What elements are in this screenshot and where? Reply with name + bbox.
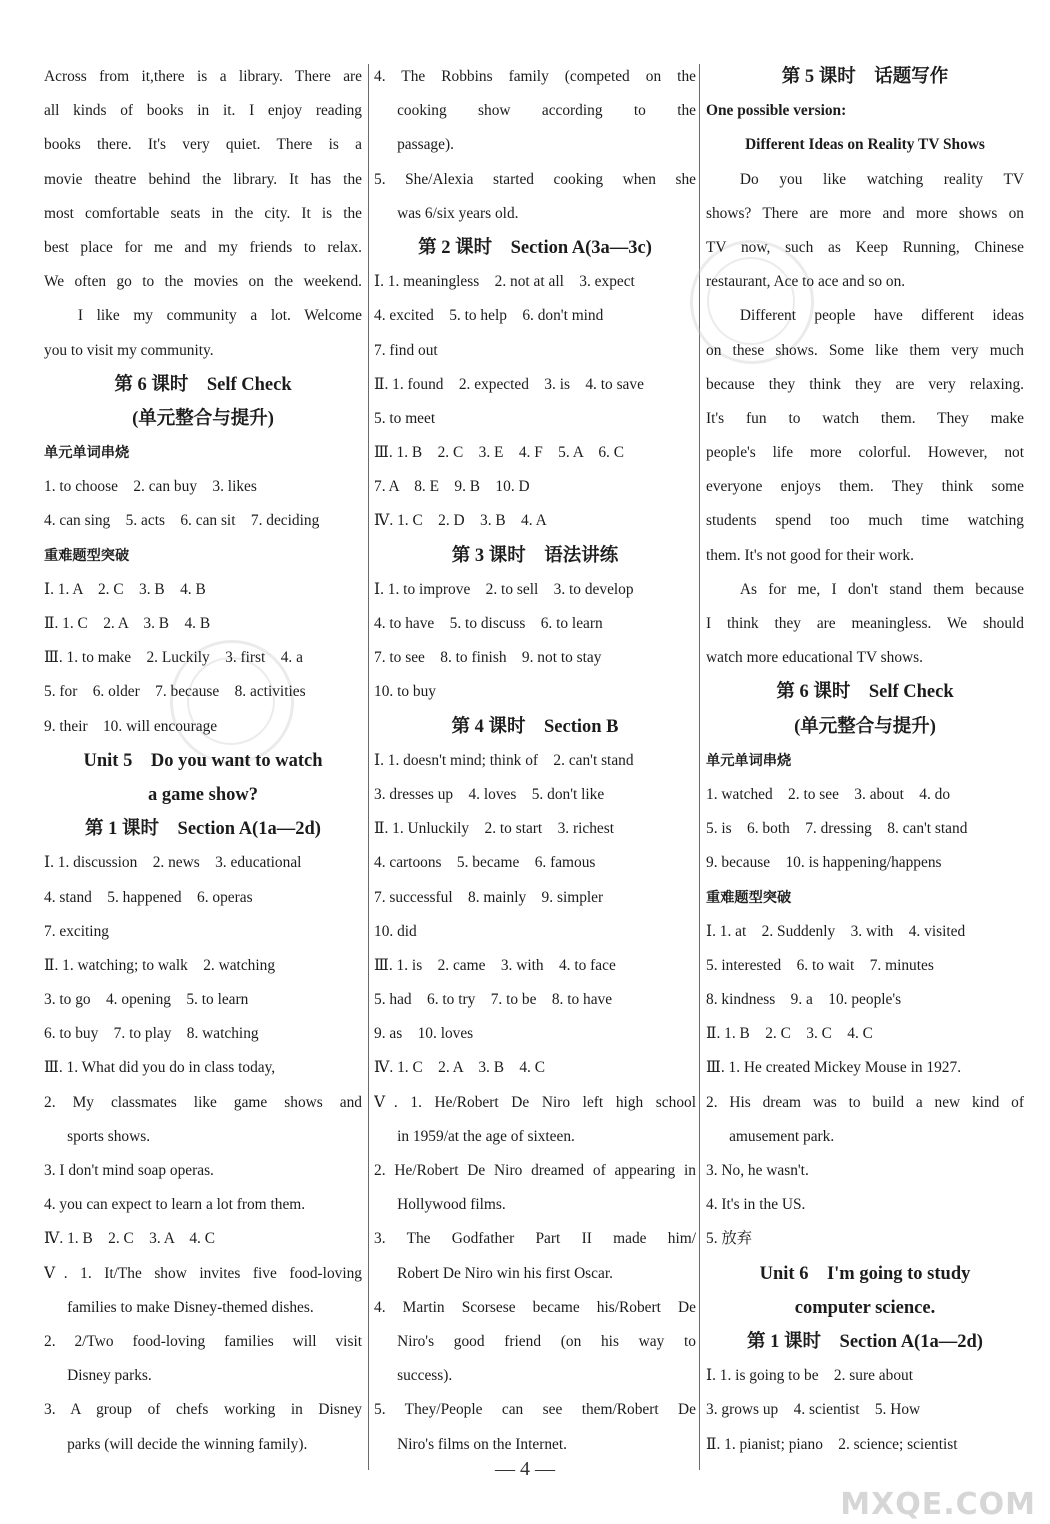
subsection-label: Hollywood films. [397,1196,506,1214]
text-line: Ⅰ. 1. A 2. C 3. B 4. B [44,580,206,598]
subsection-label: Robert De Niro win his first Oscar. [397,1264,613,1282]
column-divider-left [368,64,369,1470]
subsection-label: Niro's films on the Internet. [397,1435,567,1453]
section-heading: 第 2 课时 Section A(3a—3c) [418,237,652,258]
text-line: 4. stand 5. happened 6. operas [44,888,253,906]
text-line: 3. grows up 4. scientist 5. How [706,1401,921,1419]
text-line: It's fun to watch them. They make [706,409,1024,427]
text-line: 8. kindness 9. a 10. people's [706,991,902,1009]
text-line: 1. watched 2. to see 3. about 4. do [706,785,951,803]
answer-column-right [706,60,1024,1462]
page-number: — 4 — [495,1458,555,1480]
text-line: 5. She/Alexia started cooking when she [374,170,696,188]
text-line: 3. The Godfather Part II made him/ [374,1230,696,1248]
section-heading: 第 4 课时 Section B [451,716,619,737]
text-line: 5. is 6. both 7. dressing 8. can't stand [706,820,968,838]
subsection-label: success). [397,1367,453,1385]
text-line: 3. dresses up 4. loves 5. don't like [374,785,605,803]
text-line: Across from it,there is a library. There are [44,68,362,85]
text-line: because they think they are very relaxing. [706,375,1024,393]
text-line: We often go to the movies on the weekend. [44,273,362,291]
text-line: Ⅰ. 1. discussion 2. news 3. educational [44,854,302,872]
text-line: all kinds of books in it. I enjoy reading [44,102,362,120]
text-line: 2. 2/Two food-loving families will visit [44,1332,362,1350]
text-line: Ⅲ. 1. He created Mickey Mouse in 1927. [706,1059,962,1077]
text-line: 2. My classmates like game shows and [44,1093,362,1111]
subsection-label: Niro's good friend (on his way to [397,1332,696,1350]
text-line: everyone enjoys them. They think some [706,478,1024,496]
text-line: One possible version: [706,102,847,120]
text-line: Different Ideas on Reality TV Shows [745,136,985,154]
text-line: 4. It's in the US. [706,1196,806,1214]
text-line: Ⅴ. 1. It/The show invites five food-loving [44,1264,362,1282]
answer-column-middle [374,60,696,1462]
section-heading: 第 5 课时 话题写作 [781,67,949,87]
text-line: on these shows. Some like them very much [706,341,1024,359]
text-line: 5. to meet [374,409,436,427]
text-line: shows? There are more and more shows on [706,204,1024,222]
text-line: Ⅰ. 1. at 2. Suddenly 3. with 4. visited [706,922,966,940]
text-line: 4. excited 5. to help 6. don't mind [374,307,604,325]
text-line: Ⅳ. 1. C 2. A 3. B 4. C [374,1059,546,1077]
text-line: 4. to have 5. to discuss 6. to learn [374,615,603,632]
text-line: 5. They/People can see them/Robert De [374,1401,696,1419]
text-line: Ⅱ. 1. C 2. A 3. B 4. B [44,615,211,632]
text-line: Ⅱ. 1. found 2. expected 3. is 4. to save [374,375,644,393]
subsection-label: Disney parks. [67,1367,152,1385]
text-line: 2. He/Robert De Niro dreamed of appearing in [374,1162,696,1179]
section-heading: Unit 6 I'm going to study [759,1263,971,1284]
text-line: I think they are meaningless. We should [706,615,1024,632]
text-line: 7. successful 8. mainly 9. simpler [374,888,604,906]
answer-column-left [44,60,362,1462]
text-line: Ⅲ. 1. What did you do in class today, [44,1059,276,1077]
text-line: Ⅲ. 1. B 2. C 3. E 4. F 5. A 6. C [374,444,625,462]
text-line: 9. as 10. loves [374,1025,474,1043]
section-heading: (单元整合与提升) [132,408,274,429]
text-line: Ⅳ. 1. C 2. D 3. B 4. A [374,512,547,530]
text-line: 3. No, he wasn't. [706,1162,809,1179]
text-line: 10. did [374,922,417,940]
subsection-label: families to make Disney-themed dishes. [67,1298,314,1316]
subsection-label: 单元单词串烧 [44,445,130,462]
text-line: Ⅰ. 1. doesn't mind; think of 2. can't stand [374,751,634,769]
section-heading: 第 6 课时 Self Check [776,682,954,703]
section-heading: 第 3 课时 语法讲练 [451,545,619,566]
text-line: 9. because 10. is happening/happens [706,854,942,872]
subsection-label: passage). [397,136,454,154]
text-line: restaurant, Ace to ace and so on. [706,273,906,291]
subsection-label: was 6/six years old. [397,204,519,222]
section-heading: Unit 5 Do you want to watch [83,750,323,771]
text-line: you to visit my community. [44,341,214,359]
text-line: Ⅱ. 1. pianist; piano 2. science; scientist [706,1435,958,1453]
text-line: Ⅱ. 1. Unluckily 2. to start 3. richest [374,820,615,838]
text-line: 5. for 6. older 7. because 8. activities [44,683,306,701]
subsection-label: 重难题型突破 [44,547,130,564]
subsection-label: sports shows. [67,1127,151,1145]
text-line: Ⅲ. 1. is 2. came 3. with 4. to face [374,956,616,974]
text-line: 9. their 10. will encourage [44,717,218,735]
text-line: 7. find out [374,341,438,359]
text-line: 4. cartoons 5. became 6. famous [374,854,596,872]
text-line: 1. to choose 2. can buy 3. likes [44,478,257,496]
subsection-label: parks (will decide the winning family). [67,1435,308,1453]
text-line: As for me, I don't stand them because [739,580,1024,598]
text-line: 3. I don't mind soap operas. [44,1162,214,1179]
text-line: 2. His dream was to build a new kind of [706,1093,1024,1111]
text-line: Do you like watching reality TV [739,170,1024,188]
text-line: Ⅰ. 1. meaningless 2. not at all 3. expect [374,273,635,291]
subsection-label: amusement park. [729,1127,835,1145]
text-line: 6. to buy 7. to play 8. watching [44,1025,259,1043]
text-line: students spend too much time watching [706,512,1024,530]
text-line: 7. A 8. E 9. B 10. D [374,478,530,496]
text-line: Ⅴ. 1. He/Robert De Niro left high school [374,1093,696,1111]
text-line: people's life more colorful. However, not [706,444,1024,462]
text-line: Ⅰ. 1. is going to be 2. sure about [706,1367,913,1385]
text-line: movie theatre behind the library. It has the [44,170,362,188]
subsection-label: 重难题型突破 [706,889,792,906]
text-line: TV now, such as Keep Running, Chinese [706,238,1024,256]
text-line: Ⅱ. 1. B 2. C 3. C 4. C [706,1025,873,1043]
text-line: 4. The Robbins family (competed on the [374,68,696,85]
subsection-label: cooking show according to the [397,102,696,120]
text-line: Ⅰ. 1. to improve 2. to sell 3. to develop [374,580,634,598]
text-line: 5. interested 6. to wait 7. minutes [706,956,934,974]
subsection-label: 单元单词串烧 [706,752,792,769]
text-line: most comfortable seats in the city. It is the [44,204,362,222]
text-line: watch more educational TV shows. [706,649,923,667]
text-line: 7. to see 8. to finish 9. not to stay [374,649,602,667]
text-line: I like my community a lot. Welcome [77,307,362,325]
text-line: 7. exciting [44,922,109,940]
text-line: 5. had 6. to try 7. to be 8. to have [374,991,613,1009]
text-line: them. It's not good for their work. [706,546,914,564]
text-line: Ⅲ. 1. to make 2. Luckily 3. first 4. a [44,649,303,667]
text-line: Different people have different ideas [739,307,1024,325]
text-line: best place for me and my friends to relax. [44,238,362,256]
subsection-label: in 1959/at the age of sixteen. [397,1127,575,1145]
text-line: books there. It's very quiet. There is a [44,136,362,154]
section-heading: 第 1 课时 Section A(1a—2d) [85,819,321,840]
text-line: Ⅱ. 1. watching; to walk 2. watching [44,956,276,974]
section-heading: 第 6 课时 Self Check [114,374,292,395]
text-line: 3. A group of chefs working in Disney [44,1401,362,1419]
text-line: 4. Martin Scorsese became his/Robert De [374,1298,696,1316]
text-line: 4. can sing 5. acts 6. can sit 7. deciding [44,512,320,530]
section-heading: computer science. [794,1297,936,1318]
section-heading: 第 1 课时 Section A(1a—2d) [747,1331,983,1352]
section-heading: (单元整合与提升) [794,716,936,737]
text-line: 4. you can expect to learn a lot from them. [44,1196,306,1214]
text-line: 5. 放弃 [706,1230,753,1248]
site-logo: MXQE.COM [840,1487,1036,1522]
text-line: 3. to go 4. opening 5. to learn [44,991,249,1009]
text-line: 10. to buy [374,683,436,701]
text-line: Ⅳ. 1. B 2. C 3. A 4. C [44,1230,216,1248]
section-heading: a game show? [148,784,258,805]
